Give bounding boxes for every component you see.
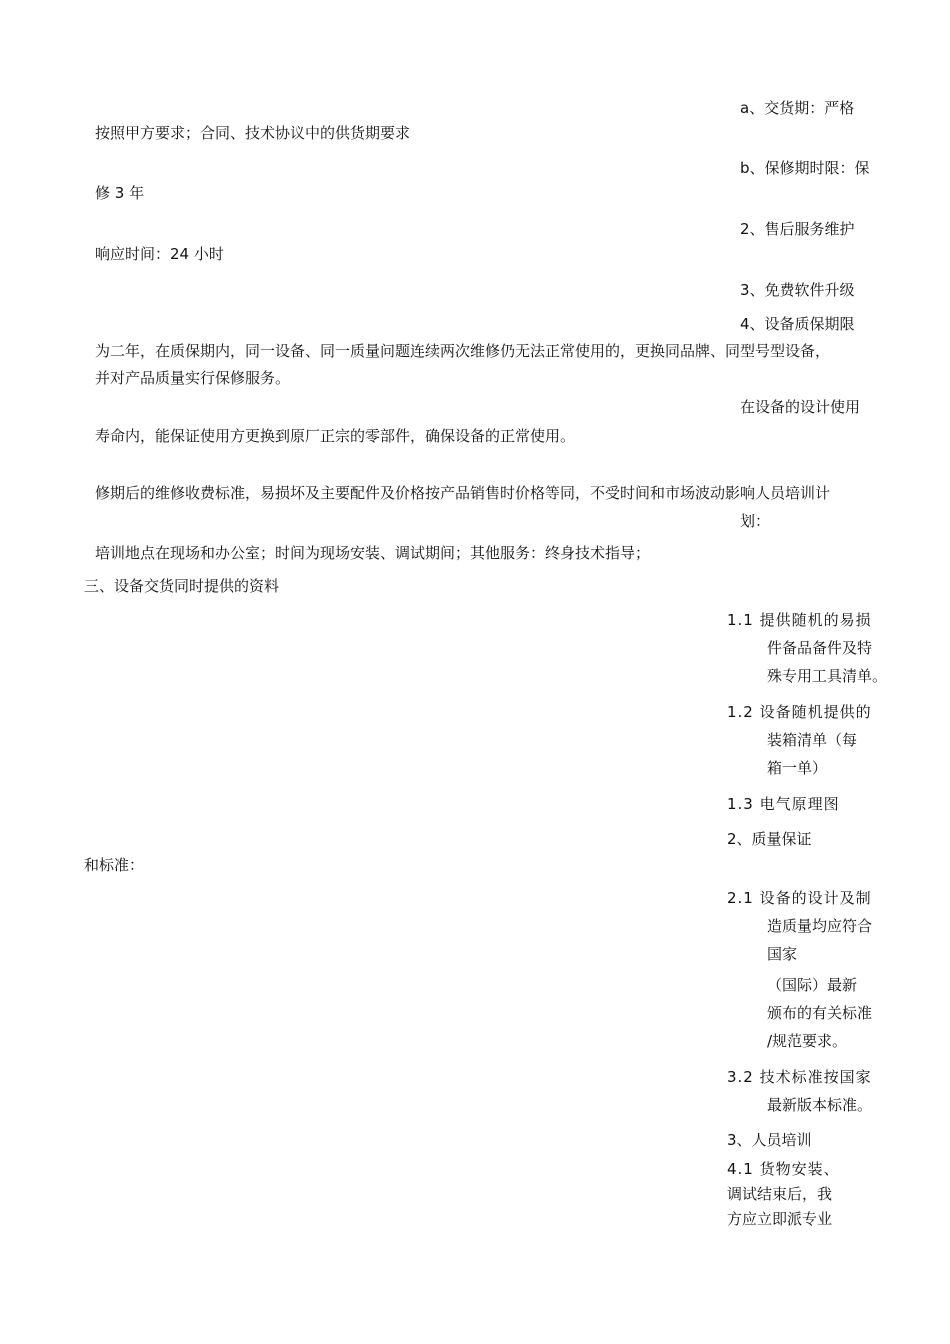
item-1-2-line-2: 装箱清单（每 [767,731,858,749]
design-life-heading: 在设备的设计使用 [740,398,861,416]
quality-standards-text: 和标准： [84,856,145,874]
training-plan-heading: 划： [740,512,771,530]
warranty-term-b: b、保修期时限：保 [740,159,870,177]
item-4-1: 4.1 货物安装、 [727,1160,840,1178]
item-1-2-line-3: 箱一单） [767,759,828,777]
personnel-training-heading: 3、人员培训 [727,1131,812,1149]
warranty-period-text-1: 为二年，在质保期内，同一设备、同一质量问题连续两次维修仍无法正常使用的，更换同品牌、同型号型设备， [95,342,831,360]
delivery-term-text: 按照甲方要求；合同、技术协议中的供货期要求 [95,124,411,142]
warranty-period-heading: 4、设备质保期限 [740,315,855,333]
warranty-term-text: 修 3 年 [95,184,145,202]
design-life-text: 寿命内，能保证使用方更换到原厂正宗的零部件，确保设备的正常使用。 [95,427,576,445]
item-1-2: 1.2 设备随机提供的 [727,703,872,721]
response-time-text: 响应时间：24 小时 [95,245,224,263]
after-sales-heading: 2、售后服务维护 [740,220,855,238]
quality-assurance-heading: 2、质量保证 [727,830,812,848]
item-4-1-line-3: 方应立即派专业 [727,1210,833,1228]
item-2-1: 2.1 设备的设计及制 [727,889,872,907]
item-2-1-line-4: （国际）最新 [767,976,858,994]
item-1-1-line-3: 殊专用工具清单。 [767,667,888,685]
item-2-1-line-2: 造质量均应符合 [767,917,873,935]
warranty-period-text-2: 并对产品质量实行保修服务。 [95,369,291,387]
software-upgrade-heading: 3、免费软件升级 [740,281,855,299]
item-2-1-line-3: 国家 [767,945,798,963]
item-4-1-line-2: 调试结束后，我 [727,1185,833,1203]
delivery-term-a: a、交货期：严格 [740,99,855,117]
item-1-3: 1.3 电气原理图 [727,795,840,813]
training-location-text: 培训地点在现场和办公室；时间为现场安装、调试期间；其他服务：终身技术指导； [95,544,651,562]
section-3-heading: 三、设备交货同时提供的资料 [84,577,280,595]
post-warranty-text: 修期后的维修收费标准，易损坏及主要配件及价格按产品销售时价格等同，不受时间和市场波动影响人员培训计 [95,484,831,502]
item-1-1-line-2: 件备品备件及特 [767,639,873,657]
item-3-2: 3.2 技术标准按国家 [727,1068,872,1086]
item-3-2-line-2: 最新版本标准。 [767,1096,873,1114]
item-2-1-line-6: /规范要求。 [767,1032,848,1050]
item-1-1: 1.1 提供随机的易损 [727,611,872,629]
item-2-1-line-5: 颁布的有关标准 [767,1004,873,1022]
